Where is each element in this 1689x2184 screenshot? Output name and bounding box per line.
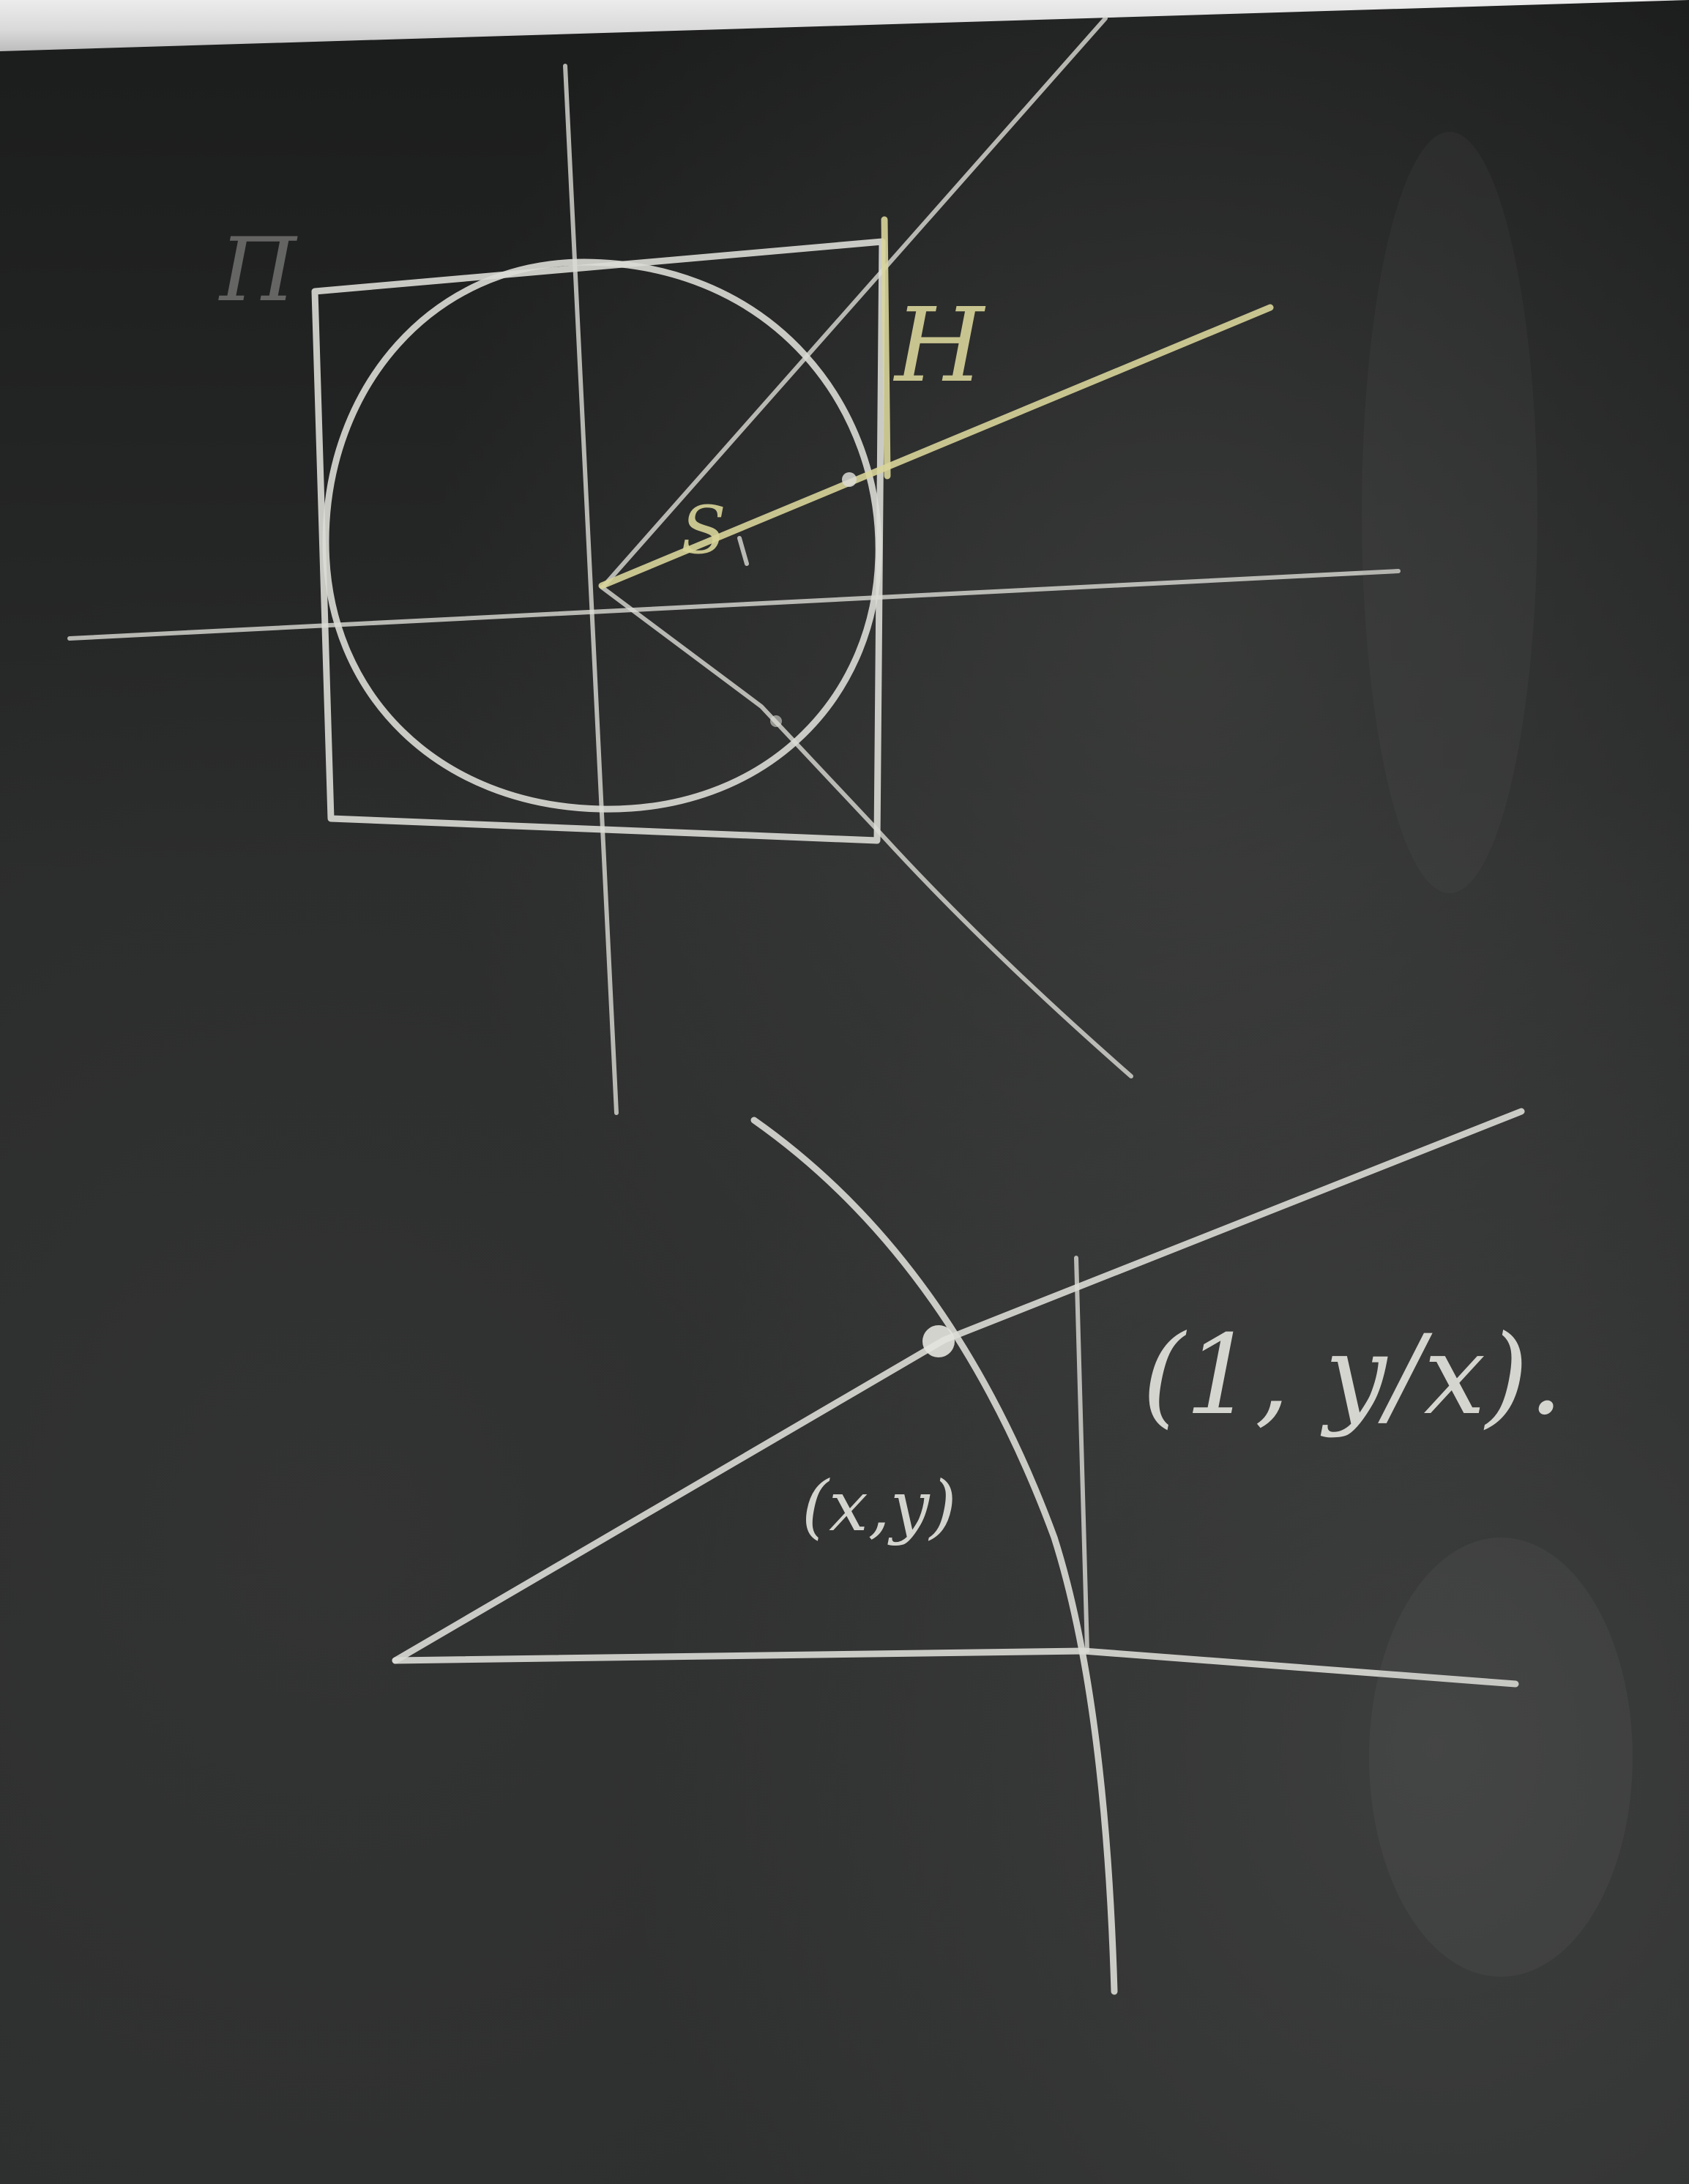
circle-point bbox=[842, 472, 857, 487]
chalk-smudge bbox=[1362, 132, 1537, 893]
vertical-axis bbox=[565, 66, 616, 1113]
angle-tick bbox=[739, 538, 747, 564]
diagonal-line-up bbox=[604, 18, 1106, 586]
circle bbox=[326, 262, 879, 809]
lower-arc bbox=[754, 1120, 1114, 1991]
label-h: H bbox=[895, 286, 985, 406]
label-point-xy: (x,y) bbox=[802, 1466, 957, 1547]
label-projected-point: (1, y/x). bbox=[1142, 1312, 1564, 1439]
label-faint-pi: Π bbox=[220, 220, 297, 321]
yellow-tangent bbox=[884, 220, 887, 476]
circle-point-lower bbox=[770, 715, 782, 727]
lower-point bbox=[922, 1325, 955, 1357]
chalk-smudge bbox=[1369, 1538, 1633, 1977]
lower-base-line bbox=[395, 1651, 1515, 1684]
lower-vertical-line bbox=[1076, 1258, 1087, 1651]
label-s: S bbox=[681, 492, 726, 569]
horizontal-axis bbox=[70, 571, 1398, 638]
